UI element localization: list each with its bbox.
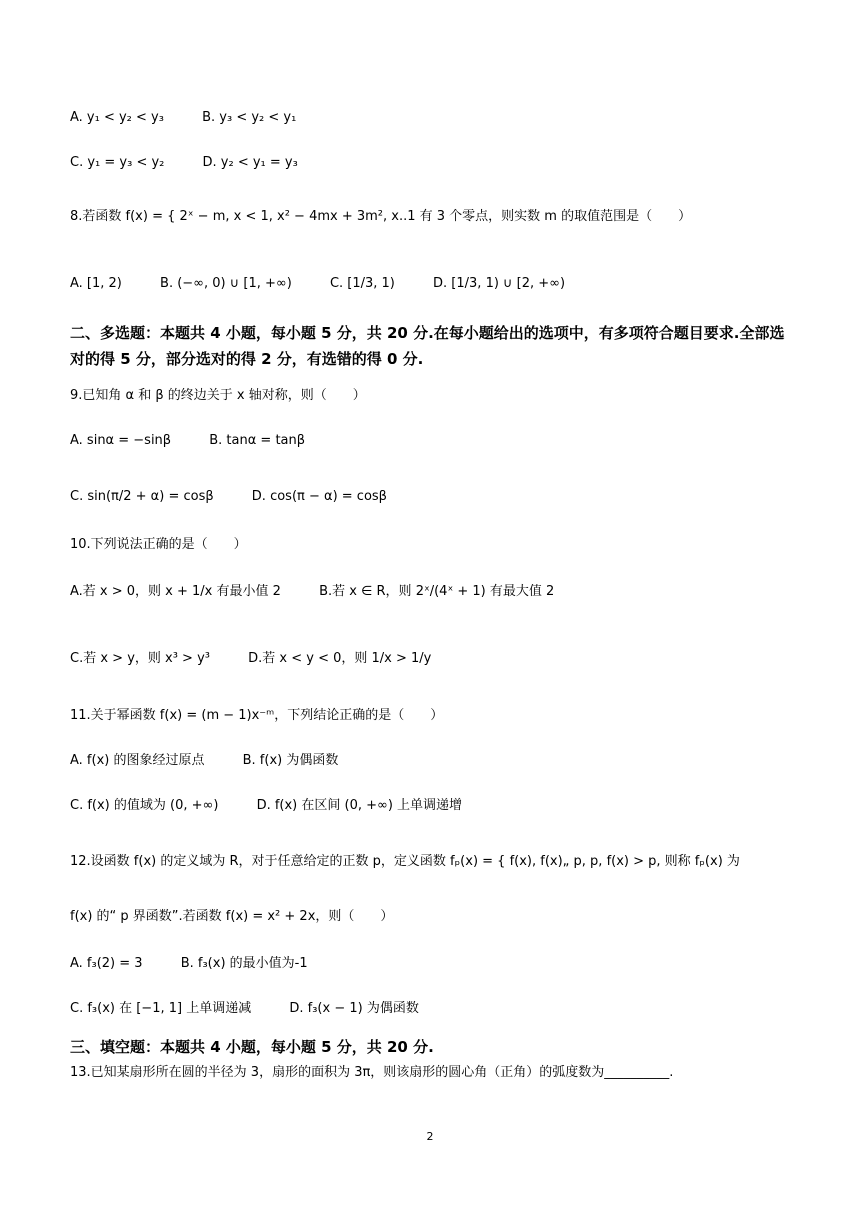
q12-option-a: A. f₃(2) = 3 [70, 956, 143, 971]
q10-option-b: B.若 x ∈ R，则 2ˣ/(4ˣ + 1) 有最大值 2 [319, 584, 555, 599]
q12-stem-continued: f(x) 的“ p 界函数”.若函数 f(x) = x² + 2x，则（ ） [70, 909, 394, 924]
q8-option-b: B. (−∞, 0) ∪ [1, +∞) [160, 276, 292, 291]
q7-options-row2 [70, 152, 332, 174]
q11-options-row2 [70, 795, 496, 817]
q12-option-d: D. f₃(x − 1) 为偶函数 [289, 1001, 419, 1016]
q8-option-d: D. [1/3, 1) ∪ [2, +∞) [433, 276, 566, 291]
q12-options-row2 [70, 998, 453, 1020]
q9-options-row1 [70, 430, 339, 452]
q9-option-a: A. sinα = −sinβ [70, 433, 172, 448]
q8-option-c: C. [1/3, 1) [329, 276, 395, 291]
q8-options [70, 273, 599, 295]
q10-option-c: C.若 x > y，则 x³ > y³ [70, 651, 210, 666]
q11-stem: 11.关于幂函数 f(x) = (m − 1)x⁻ᵐ，下列结论正确的是（ ） [70, 708, 444, 723]
q12-options-row1 [70, 953, 342, 975]
q11-option-d: D. f(x) 在区间 (0, +∞) 上单调递增 [256, 798, 463, 813]
q7-option-a: A. y₁ < y₂ < y₃ [70, 110, 164, 125]
q10-option-a: A.若 x > 0，则 x + 1/x 有最小值 2 [70, 584, 281, 599]
q10-stem: 10.下列说法正确的是（ ） [70, 537, 247, 552]
q7-option-b: B. y₃ < y₂ < y₁ [202, 110, 297, 125]
q9-option-d: D. cos(π − α) = cosβ [251, 489, 387, 504]
q7-option-c: C. y₁ = y₃ < y₂ [70, 155, 165, 170]
q8-option-a: A. [1, 2) [70, 276, 122, 291]
q12-option-b: B. f₃(x) 的最小值为-1 [180, 956, 308, 971]
q9-option-c: C. sin(π/2 + α) = cosβ [70, 489, 214, 504]
q10-options-row2 [70, 648, 465, 670]
q11-option-b: B. f(x) 为偶函数 [242, 753, 339, 768]
section-3-heading: 三、填空题：本题共 4 小题，每小题 5 分，共 20 分. [70, 1038, 434, 1056]
q10-options-row1 [70, 581, 588, 603]
q9-option-b: B. tanα = tanβ [209, 433, 306, 448]
q11-options-row1 [70, 750, 372, 772]
q9-options-row2 [70, 486, 421, 508]
q10-option-d: D.若 x < y < 0，则 1/x > 1/y [248, 651, 432, 666]
section-2-heading: 二、多选题：本题共 4 小题，每小题 5 分，共 20 分.在每小题给出的选项中，有多项符合题目要求.全部选对的得 5 分，部分选对的得 2 分，有选错的得 0 分. [70, 324, 785, 368]
q9-stem: 9.已知角 α 和 β 的终边关于 x 轴对称，则（ ） [70, 388, 366, 403]
q13-stem: 13.已知某扇形所在圆的半径为 3，扇形的面积为 3π，则该扇形的圆心角（正角）的弧度数为__________. [70, 1065, 674, 1080]
page-number: 2 [426, 1130, 434, 1143]
q8-stem: 8.若函数 f(x) = { 2ˣ − m, x < 1, x² − 4mx + 3m², x..1 有 3 个零点，则实数 m 的取值范围是（ ） [70, 209, 692, 224]
q12-option-c: C. f₃(x) 在 [−1, 1] 上单调递减 [70, 1001, 252, 1016]
q11-option-a: A. f(x) 的图象经过原点 [70, 753, 205, 768]
q12-stem: 12.设函数 f(x) 的定义域为 R，对于任意给定的正数 p，定义函数 fₚ(x) = { f(x), f(x)„ p, p, f(x) > p, 则称 fₚ(x) 为 [70, 854, 740, 869]
q7-option-d: D. y₂ < y₁ = y₃ [202, 155, 298, 170]
q7-options-row1 [70, 107, 330, 129]
q11-option-c: C. f(x) 的值域为 (0, +∞) [70, 798, 219, 813]
